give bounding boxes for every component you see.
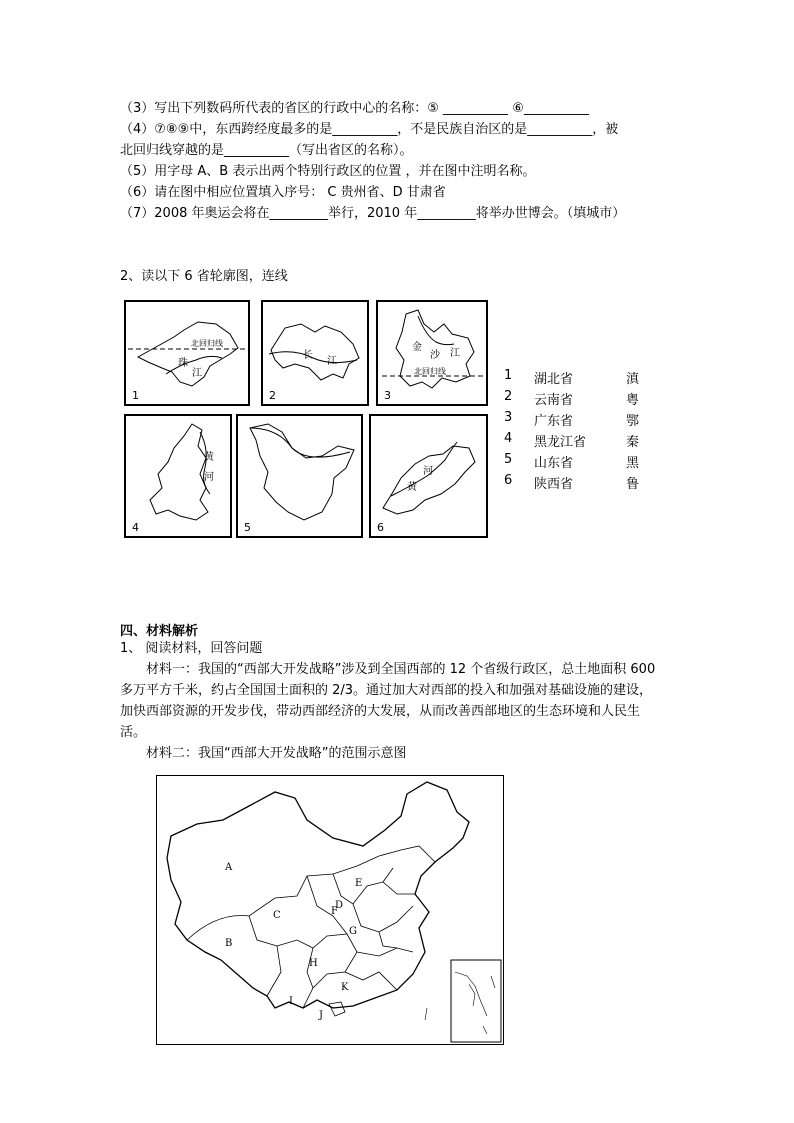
label-jiang-2: 江 bbox=[327, 356, 337, 367]
section-2-title: 2、读以下 6 省轮廓图，连线 bbox=[120, 269, 288, 284]
label-tropic-1: 北回归线 bbox=[191, 339, 223, 348]
map-label-e: E bbox=[355, 878, 363, 889]
map-label-j: J bbox=[319, 1010, 324, 1021]
question-6: （6）请在图中相应位置填入序号： C 贵州省、D 甘肃省 bbox=[120, 185, 446, 200]
label-tropic-3: 北回归线 bbox=[414, 367, 446, 376]
province-name: 黑龙江省 bbox=[534, 435, 587, 450]
province-name: 湖北省 bbox=[534, 372, 574, 387]
material-1-line-3: 加快西部资源的开发步伐，带动西部经济的大发展，从而改善西部地区的生态环境和人民生 bbox=[120, 704, 641, 719]
province-abbr: 鄂 bbox=[626, 414, 640, 429]
map-label-b: B bbox=[225, 938, 233, 949]
box-number-5: 5 bbox=[244, 521, 251, 534]
match-row: 4 黑龙江省 秦 bbox=[504, 431, 640, 450]
question-4-line-2: 北回归线穿越的是__________（写出省区的名称）。 bbox=[120, 143, 413, 158]
province-outline-box-6 bbox=[369, 414, 488, 538]
question-5: （5）用字母 A、B 表示出两个特别行政区的位置 ，并在图中注明名称。 bbox=[120, 164, 536, 179]
match-row: 1 湖北省 滇 bbox=[504, 368, 640, 387]
province-name: 云南省 bbox=[534, 393, 574, 408]
box-number-4: 4 bbox=[132, 521, 139, 534]
province-abbr: 鲁 bbox=[626, 477, 640, 492]
china-map-outline bbox=[157, 776, 503, 1044]
map-label-i: I bbox=[289, 996, 293, 1007]
label-jiang-1: 江 bbox=[192, 368, 202, 379]
heilongjiang-outline bbox=[238, 416, 361, 536]
label-huang-4: 黄 bbox=[204, 452, 214, 463]
province-abbr: 滇 bbox=[626, 372, 640, 387]
material-1-line-4: 活。 bbox=[120, 725, 147, 740]
map-label-a: A bbox=[225, 862, 233, 873]
box-number-2: 2 bbox=[269, 389, 276, 402]
province-name: 陕西省 bbox=[534, 477, 574, 492]
match-row: 3 广东省 鄂 bbox=[504, 410, 640, 429]
map-label-f: F bbox=[331, 906, 338, 917]
label-chang: 长 bbox=[303, 350, 313, 361]
china-western-development-map bbox=[156, 775, 504, 1045]
match-row: 2 云南省 粤 bbox=[504, 389, 640, 408]
province-outline-box-1 bbox=[124, 300, 250, 406]
label-he-4: 河 bbox=[204, 472, 214, 483]
question-3: （3）写出下列数码所代表的省区的行政中心的名称：⑤ __________ ⑥__________ bbox=[120, 101, 589, 116]
province-name: 山东省 bbox=[534, 456, 574, 471]
province-outline-box-3 bbox=[376, 300, 488, 406]
province-outline-box-4 bbox=[124, 414, 232, 538]
map-label-c: C bbox=[273, 910, 281, 921]
map-label-g: G bbox=[349, 926, 357, 937]
box-number-3: 3 bbox=[384, 389, 391, 402]
material-1-line-1: 材料一：我国的“西部大开发战略”涉及到全国西部的 12 个省级行政区，总土地面积 600 bbox=[146, 662, 656, 677]
label-zhu: 珠 bbox=[178, 358, 188, 369]
province-outline-box-2 bbox=[261, 300, 369, 406]
match-row: 5 山东省 黑 bbox=[504, 452, 640, 471]
map-label-d: D bbox=[335, 900, 344, 911]
map-label-k: K bbox=[341, 982, 349, 993]
label-sha: 沙 bbox=[430, 350, 440, 361]
province-match-list bbox=[504, 368, 654, 494]
material-2-caption: 材料二：我国“西部大开发战略”的范围示意图 bbox=[146, 746, 407, 761]
question-7: （7）2008 年奥运会将在_________举行，2010 年_________将举办世博会。（填城市） bbox=[120, 206, 626, 221]
province-name: 广东省 bbox=[534, 414, 574, 429]
material-1-line-2: 多万平方千米，约占全国国土面积的 2/3。通过加大对西部的投入和加强对基础设施的建设， bbox=[120, 683, 653, 698]
question-4-line-1: （4）⑦⑧⑨中，东西跨经度最多的是__________，不是民族自治区的是__________，被 bbox=[120, 122, 619, 137]
guangdong-outline bbox=[126, 302, 248, 404]
match-row: 6 陕西省 鲁 bbox=[504, 473, 640, 492]
hubei-outline bbox=[263, 302, 367, 404]
label-jin: 金 bbox=[412, 342, 422, 353]
province-outline-box-5 bbox=[236, 414, 363, 538]
province-abbr: 秦 bbox=[626, 435, 640, 450]
label-huang-6: 黄 bbox=[407, 482, 417, 493]
shaanxi-outline bbox=[126, 416, 230, 536]
section-4-question-1: 1、 阅读材料，回答问题 bbox=[120, 641, 263, 656]
section-4-heading: 四、材料解析 bbox=[120, 624, 199, 639]
label-jiang-3: 江 bbox=[450, 348, 460, 359]
province-abbr: 粤 bbox=[626, 393, 640, 408]
map-label-h: H bbox=[309, 958, 318, 969]
box-number-1: 1 bbox=[132, 389, 139, 402]
box-number-6: 6 bbox=[377, 521, 384, 534]
label-he-6: 河 bbox=[423, 466, 433, 477]
province-abbr: 黑 bbox=[626, 456, 640, 471]
